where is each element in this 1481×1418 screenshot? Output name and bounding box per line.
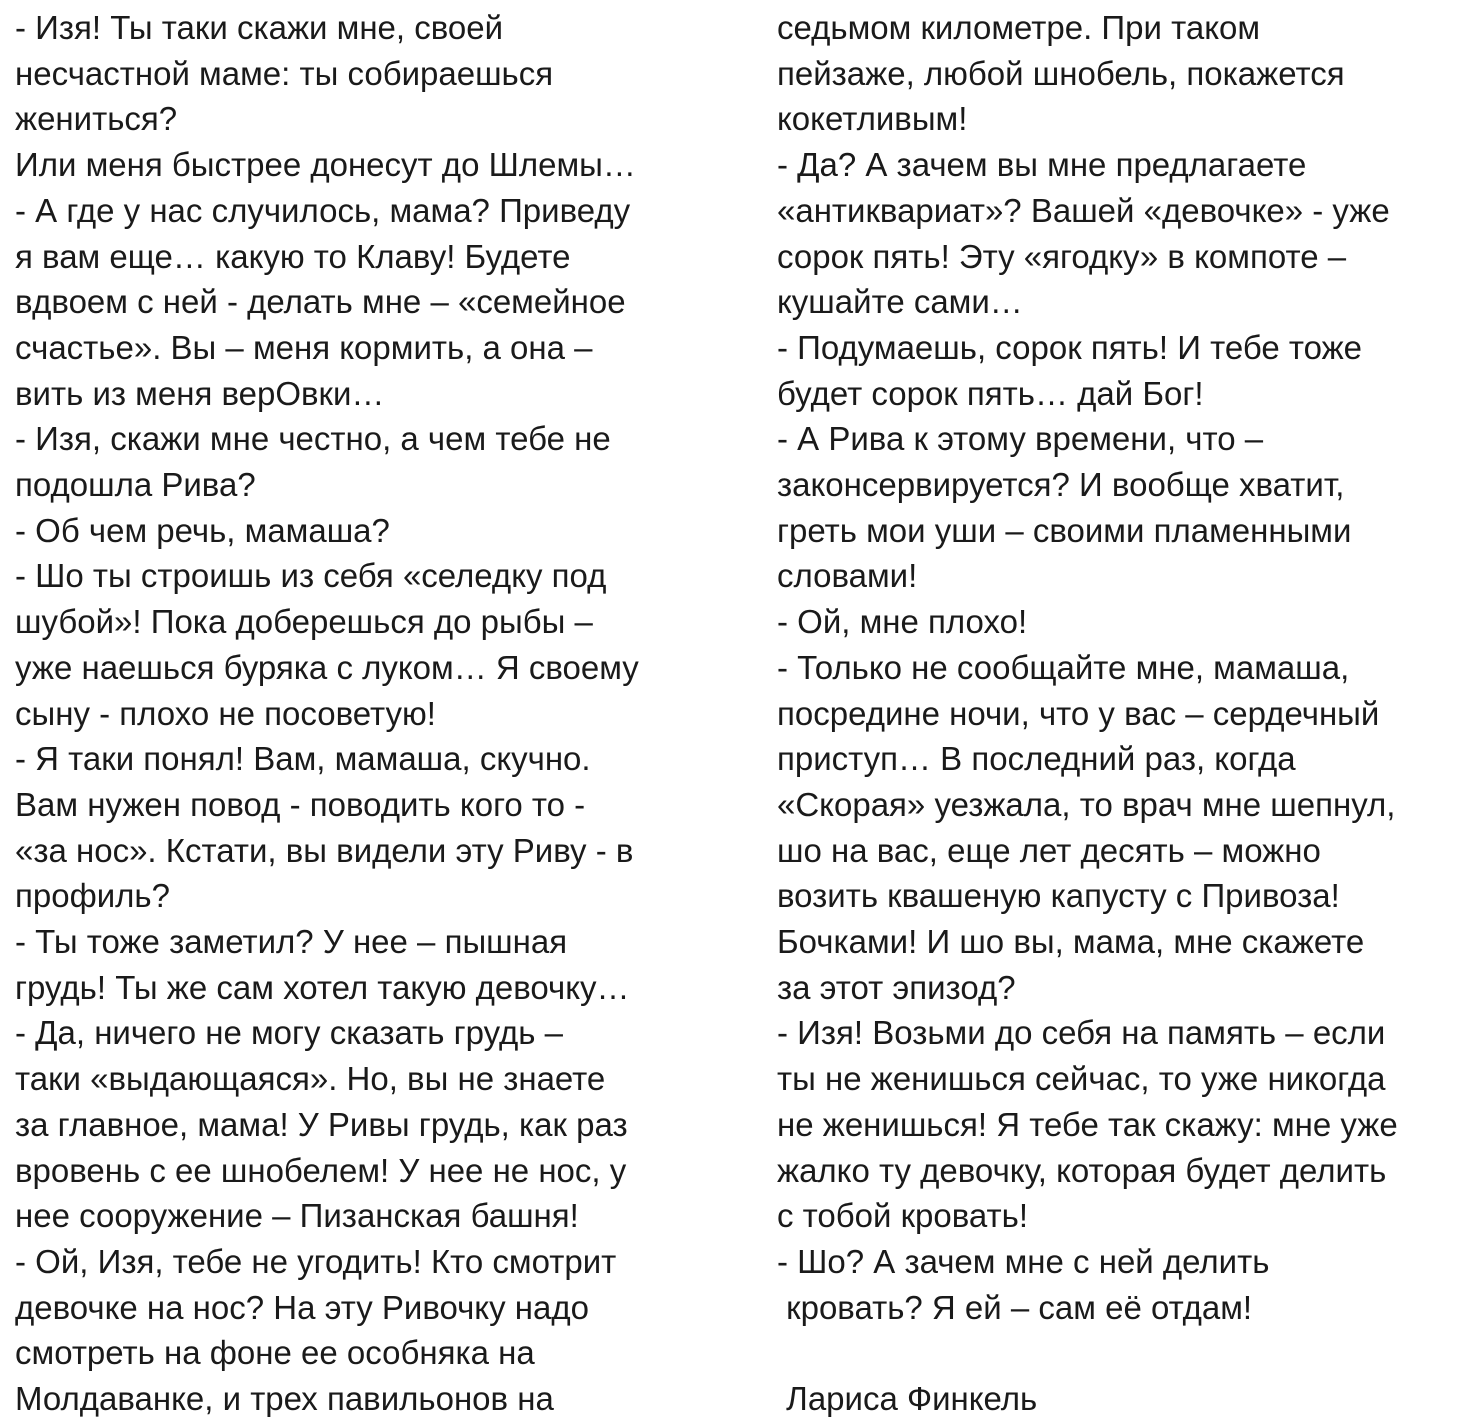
text-line: - Об чем речь, мамаша? — [15, 511, 390, 549]
text-line: - Я таки понял! Вам, мамаша, скучно. — [15, 740, 591, 778]
text-line: с тобой кровать! — [777, 1197, 1029, 1235]
text-line: законсервируется? И вообще хватит, — [777, 466, 1345, 504]
text-line: - Да? А зачем вы мне предлагаете — [777, 146, 1307, 184]
text-line: Молдаванке, и трех павильонов на — [15, 1380, 554, 1418]
text-line: словами! — [777, 557, 918, 595]
text-column-right — [777, 5, 1477, 1418]
text-line: жалко ту девочку, которая будет делить — [777, 1151, 1387, 1189]
text-line: - Шо ты строишь из себя «селедку под — [15, 557, 607, 595]
text-line: Вам нужен повод - поводить кого то - — [15, 785, 586, 823]
text-line: сорок пять! Эту «ягодку» в компоте – — [777, 237, 1347, 275]
text-line: Или меня быстрее донесут до Шлемы… — [15, 146, 636, 184]
text-line: ты не женишься сейчас, то уже никогда — [777, 1060, 1386, 1098]
text-line: греть мои уши – своими пламенными — [777, 511, 1352, 549]
text-line: Лариса Финкель — [777, 1380, 1038, 1418]
text-line: за этот эпизод? — [777, 968, 1016, 1006]
text-line: счастье». Вы – меня кормить, а она – — [15, 328, 593, 366]
text-line: пейзаже, любой шнобель, покажется — [777, 54, 1345, 92]
text-line: нее сооружение – Пизанская башня! — [15, 1197, 579, 1235]
text-line — [777, 1330, 1477, 1376]
text-line: - Шо? А зачем мне с ней делить — [777, 1242, 1270, 1280]
text-line: смотреть на фоне ее особняка на — [15, 1334, 535, 1372]
text-line: за главное, мама! У Ривы грудь, как раз — [15, 1105, 628, 1143]
text-line: - Подумаешь, сорок пять! И тебе тоже — [777, 328, 1363, 366]
text-column-left — [15, 5, 747, 1418]
text-line: «антиквариат»? Вашей «девочке» - уже — [777, 191, 1390, 229]
text-line: грудь! Ты же сам хотел такую девочку… — [15, 968, 630, 1006]
text-line: кровать? Я ей – сам её отдам! — [777, 1288, 1253, 1326]
text-line: сыну - плохо не посоветую! — [15, 694, 436, 732]
text-line: «за нос». Кстати, вы видели эту Риву - в — [15, 831, 634, 869]
text-line: шубой»! Пока доберешься до рыбы – — [15, 603, 593, 641]
text-line: уже наешься буряка с луком… Я своему — [15, 648, 639, 686]
text-line: девочке на нос? На эту Ривочку надо — [15, 1288, 589, 1326]
text-line: - Ой, мне плохо! — [777, 603, 1028, 641]
text-line: - Да, ничего не могу сказать грудь – — [15, 1014, 563, 1052]
text-line: вить из меня верОвки… — [15, 374, 385, 412]
text-line: - Ой, Изя, тебе не угодить! Кто смотрит — [15, 1242, 617, 1280]
text-line: «Скорая» уезжала, то врач мне шепнул, — [777, 785, 1396, 823]
text-line: - А где у нас случилось, мама? Приведу — [15, 191, 631, 229]
text-line: возить квашеную капусту с Привоза! — [777, 877, 1340, 915]
text-line: вровень с ее шнобелем! У нее не нос, у — [15, 1151, 627, 1189]
text-line: несчастной маме: ты собираешься — [15, 54, 554, 92]
text-line: таки «выдающаяся». Но, вы не знаете — [15, 1060, 606, 1098]
text-line: - Изя, скажи мне честно, а чем тебе не — [15, 420, 611, 458]
text-line: не женишься! Я тебе так скажу: мне уже — [777, 1105, 1398, 1143]
text-line: посредине ночи, что у вас – сердечный — [777, 694, 1380, 732]
text-line: кокетливым! — [777, 100, 968, 138]
text-line: профиль? — [15, 877, 170, 915]
text-line: вдвоем с ней - делать мне – «семейное — [15, 283, 626, 321]
text-line: будет сорок пять… дай Бог! — [777, 374, 1204, 412]
text-line: седьмом километре. При таком — [777, 9, 1261, 46]
text-line: - А Рива к этому времени, что – — [777, 420, 1264, 458]
text-line: Бочками! И шо вы, мама, мне скажете — [777, 923, 1365, 961]
text-line: кушайте сами… — [777, 283, 1023, 321]
text-line: - Изя! Ты таки скажи мне, своей — [15, 9, 504, 46]
text-line: подошла Рива? — [15, 466, 256, 504]
text-line: жениться? — [15, 100, 178, 138]
text-line: приступ… В последний раз, когда — [777, 740, 1296, 778]
text-line: - Ты тоже заметил? У нее – пышная — [15, 923, 568, 961]
text-line: - Изя! Возьми до себя на память – если — [777, 1014, 1386, 1052]
text-line: - Только не сообщайте мне, мамаша, — [777, 648, 1350, 686]
text-line: шо на вас, еще лет десять – можно — [777, 831, 1321, 869]
text-line: я вам еще… какую то Клаву! Будете — [15, 237, 571, 275]
